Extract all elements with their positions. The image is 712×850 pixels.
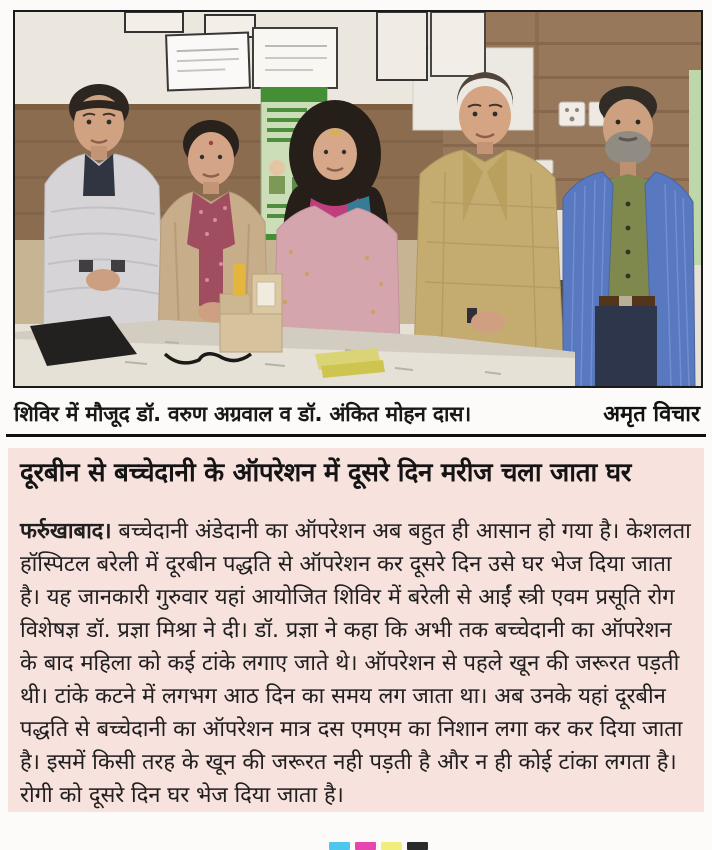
- article-body-text: बच्चेदानी अंडेदानी का ऑपरेशन अब बहुत ही आसान हो गया है। केशलता हॉस्पिटल बरेली में दूरबीन पद्धति से ऑपरेशन कर दूसरे दिन उसे घर भेज दिया जाता है। यह जानकारी गुरुवार यहां आयोजित शिविर में बरेली से आईं स्त्री एवम प्रसूति रोग विशेषज्ञ डॉ. प्रज्ञा मिश्रा ने दी। डॉ. प्रज्ञा ने कहा कि अभी तक बच्चेदानी का ऑपरेशन के बाद महिला को कई टांके लगाए जाते थे। ऑपरेशन से पहले खून की जरूरत पड़ती थी। टांके कटने में लगभग आठ दिन का समय लग जाता था। अब उनके यहां दूरबीन पद्धति से बच्चेदानी का ऑपरेशन मात्र दस एमएम का निशान लगा कर कर दिया जाता है। इसमें किसी तरह के खून की जरूरत नही पड़ती है और न ही कोई टांका लगता है। रोगी को दूसरे दिन घर भेज दिया जाता है।: [20, 519, 691, 808]
- photo-illustration: [15, 12, 701, 386]
- photo-caption-row: [14, 390, 700, 428]
- black-print-mark: [407, 842, 428, 850]
- cyan-print-mark: [329, 842, 350, 850]
- divider-rule: [6, 434, 706, 437]
- magenta-print-mark: [355, 842, 376, 850]
- article-block: [8, 448, 704, 812]
- article-dateline: फर्रुखाबाद।: [20, 519, 112, 544]
- article-body: [20, 515, 692, 812]
- photo-caption: शिविर में मौजूद डॉ. वरुण अग्रवाल व डॉ. अंकित मोहन दास।: [14, 402, 471, 426]
- cmyk-print-marks: [329, 842, 428, 850]
- photo-credit: अमृत विचार: [603, 402, 700, 427]
- article-headline: दूरबीन से बच्चेदानी के ऑपरेशन में दूसरे दिन मरीज चला जाता घर: [20, 458, 632, 488]
- yellow-print-mark: [381, 842, 402, 850]
- news-photo: [13, 10, 703, 388]
